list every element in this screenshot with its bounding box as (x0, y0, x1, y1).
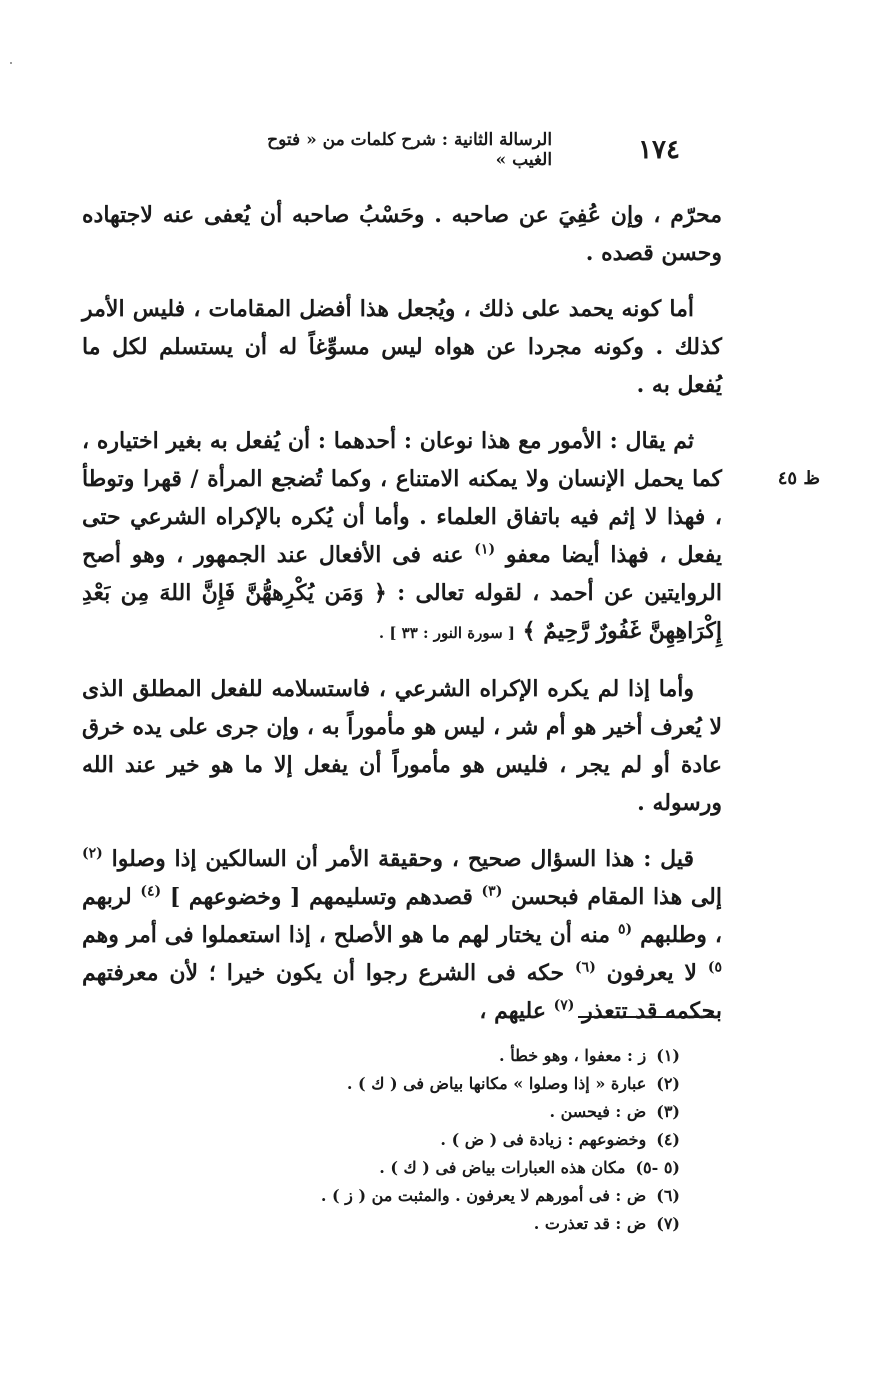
page-header (232, 130, 680, 170)
paragraph-3-text-b: عنه فى الأفعال عند الجمهور ، وهو أصح الروايتين عن أحمد ، لقوله تعالى : (82, 542, 722, 606)
footnote-ref-5-open: (٥ (617, 921, 633, 938)
footnote-1 (250, 1042, 680, 1070)
footnote-text: ض : فيحسن . (549, 1102, 647, 1121)
footnote-number: (٥ -٥) (635, 1158, 680, 1177)
footnotes (250, 1042, 680, 1238)
footnote-text: مكان هذه العبارات بياض فى ( ك ) . (379, 1158, 626, 1177)
footnote-text: ض : قد تعذرت . (533, 1214, 647, 1233)
footnote-ref-7: (٧) (553, 997, 575, 1014)
paragraph-1: محرّم ، وإن عُفِيَ عن صاحبه . وحَسْبُ صاحبه أن يُعفى عنه لاجتهاده وحسن قصده . (82, 202, 722, 266)
p5-seg-1: قيل : هذا السؤال صحيح ، وحقيقة الأمر أن السالكين إذا وصلوا (111, 846, 694, 872)
footnote-3 (250, 1098, 680, 1126)
footnote-text: عبارة « إذا وصلوا » مكانها بياض فى ( ك ) . (346, 1074, 647, 1093)
footnote-7 (250, 1210, 680, 1238)
page-number: ١٧٤ (638, 135, 680, 165)
footnote-ref-5-close: ٥) (707, 959, 722, 976)
p5-seg-8: عليهم ، (479, 998, 546, 1024)
quran-verse: ﴿ وَمَن يُكْرِههُّنَّ فَإِنَّ اللهَ مِن بَعْدِ إِكْرَاهِهِنَّ غَفُورٌ رَّحِيمٌ ﴾ (82, 580, 722, 644)
p5-seg-6: لا يعرفون (606, 960, 697, 986)
p5-seg-2: إلى هذا المقام فبحسن (510, 884, 722, 910)
footnote-ref-2: (٢) (82, 845, 103, 862)
paragraph-4: وأما إذا لم يكره الإكراه الشرعي ، فاستسلامه للفعل المطلق الذى لا يُعرف أخير هو أم شر ، ليس هو مأموراً به ، وإن جرى على يده خرق عادة أو لم يجر ، فليس هو مأموراً أن يفعل إلا ما هو خير عند الله ورسوله . (82, 676, 722, 816)
p5-seg-4: لربهم ، وطلبهم (82, 884, 722, 948)
surah-reference: [ سورة النور : ٣٣ ] . (378, 624, 515, 642)
footnote-text: وخضوعهم : زيادة فى ( ض ) . (440, 1130, 647, 1149)
p5-seg-5: منه أن يختار لهم ما هو الأصلح ، إذا استعملوا فى أمر وهم (82, 922, 611, 948)
footnote-4 (250, 1126, 680, 1154)
paragraph-3-text-a: ثم يقال : الأمور مع هذا نوعان : أحدهما : أن يُفعل به بغير اختياره ، كما يحمل الإنسان ولا يمكنه الامتناع ، وكما تُضجع المرأة / قهرا وتوطأ ، فهذا لا إثم فيه باتفاق العلماء . وأما أن يُكره بالإكراه الشرعي حتى يفعل ، فهذا أيضا معفو (82, 428, 722, 568)
footnote-text: ز : معفوا ، وهو خطأ . (499, 1046, 647, 1065)
p5-seg-3: قصدهم وتسليمهم [ وخضوعهم ] (169, 884, 473, 910)
footnote-6 (250, 1182, 680, 1210)
main-text (82, 196, 722, 1048)
footnote-number: (٤) (656, 1130, 680, 1149)
footnote-number: (٣) (656, 1102, 680, 1121)
margin-manuscript-ref: ظ ٤٥ (777, 468, 820, 489)
paragraph-2: أما كونه يحمد على ذلك ، ويُجعل هذا أفضل المقامات ، فليس الأمر كذلك . وكونه مجردا عن هواه ليس مسوِّغاً له أن يستسلم لكل ما يُفعل به . (82, 296, 722, 398)
footnote-2 (250, 1070, 680, 1098)
paragraph-3 (82, 422, 722, 652)
footnote-number: (٢) (656, 1074, 680, 1093)
scan-speck (10, 62, 12, 64)
paragraph-5 (82, 840, 722, 1030)
footnote-ref-4: (٤) (140, 883, 162, 900)
footnote-5 (250, 1154, 680, 1182)
footnote-ref-3: (٣) (481, 883, 503, 900)
footnote-ref-1: (١) (474, 541, 496, 558)
footnote-number: (٧) (656, 1214, 680, 1233)
footnote-ref-6: (٦) (575, 959, 596, 976)
footnote-number: (٦) (656, 1186, 680, 1205)
p5-seg-7: حكه فى الشرع رجوا أن يكون خيرا ؛ لأن معرفتهم بحكمه قد تتعذر (82, 960, 722, 1024)
footnote-number: (١) (656, 1046, 680, 1065)
footnote-text: ض : فى أمورهم لا يعرفون . والمثبت من ( ز ) . (320, 1186, 647, 1205)
running-title: الرسالة الثانية : شرح كلمات من « فتوح الغيب » (267, 130, 553, 170)
footnote-divider (578, 1016, 720, 1018)
